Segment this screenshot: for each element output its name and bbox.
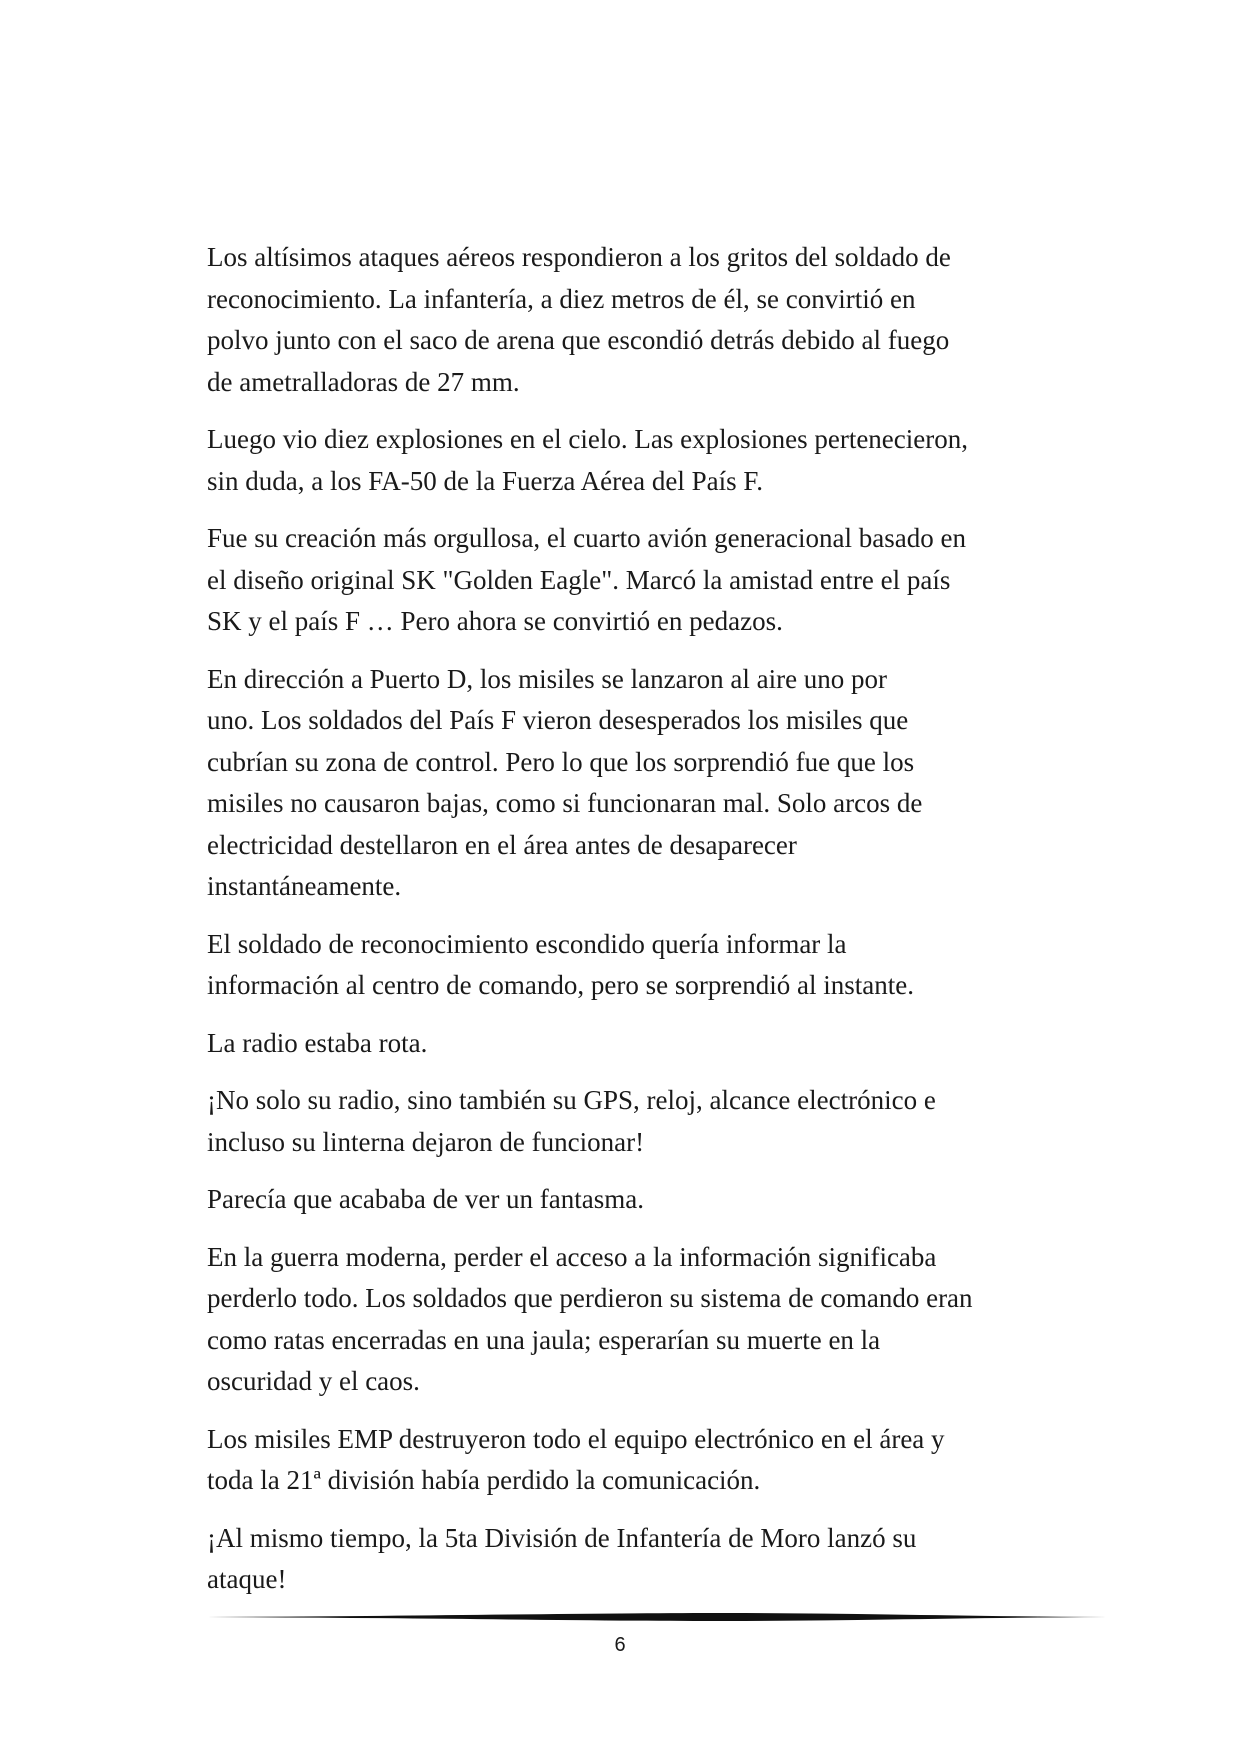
body-text [207, 237, 1087, 1617]
paragraph-3: Fue su creación más orgullosa, el cuarto avión generacional basado en el diseño original SK "Golden Eagle". Marcó la amistad entre el país SK y el país F … Pero ahora se convirtió en pedazos. [207, 523, 966, 636]
paragraph-5: El soldado de reconocimiento escondido quería informar la información al centro de comando, pero se sorprendió al instante. [207, 928, 915, 1000]
footer-divider [207, 1612, 1107, 1622]
paragraph-6: La radio estaba rota. [207, 1027, 428, 1058]
page-number: 6 [614, 1634, 626, 1656]
paragraph-2: Luego vio diez explosiones en el cielo. Las explosiones pertenecieron, sin duda, a los FA-50 de la Fuerza Aérea del País F. [207, 424, 968, 496]
footer-divider-swash [207, 1613, 1107, 1621]
paragraph-1: Los altísimos ataques aéreos respondieron a los gritos del soldado de reconocimiento. La infantería, a diez metros de él, se convirtió en polvo junto con el saco de arena que escondió detrás debido al fuego de ametralladoras de 27 mm. [207, 242, 951, 397]
paragraph-11: ¡Al mismo tiempo, la 5ta División de Infantería de Moro lanzó su ataque! [207, 1522, 917, 1594]
paragraph-8: Parecía que acababa de ver un fantasma. [207, 1184, 645, 1214]
paragraph-4: En dirección a Puerto D, los misiles se lanzaron al aire uno por uno. Los soldados del País F vieron desesperados los misiles que cubrían su zona de control. Pero lo que los sorprendió fue que los misiles no causaron bajas, como si funcionaran mal. Solo arcos de electricidad destellaron en el área antes de desaparecer instantáneamente. [207, 663, 923, 901]
paragraph-7: ¡No solo su radio, sino también su GPS, reloj, alcance electrónico e incluso su linterna dejaron de funcionar! [207, 1085, 936, 1157]
paragraph-9: En la guerra moderna, perder el acceso a la información significaba perderlo todo. Los soldados que perdieron su sistema de comando eran como ratas encerradas en una jaula; esperarían su muerte en la oscuridad y el caos. [207, 1241, 973, 1396]
paragraph-10: Los misiles EMP destruyeron todo el equipo electrónico en el área y toda la 21ª división había perdido la comunicación. [207, 1423, 945, 1495]
